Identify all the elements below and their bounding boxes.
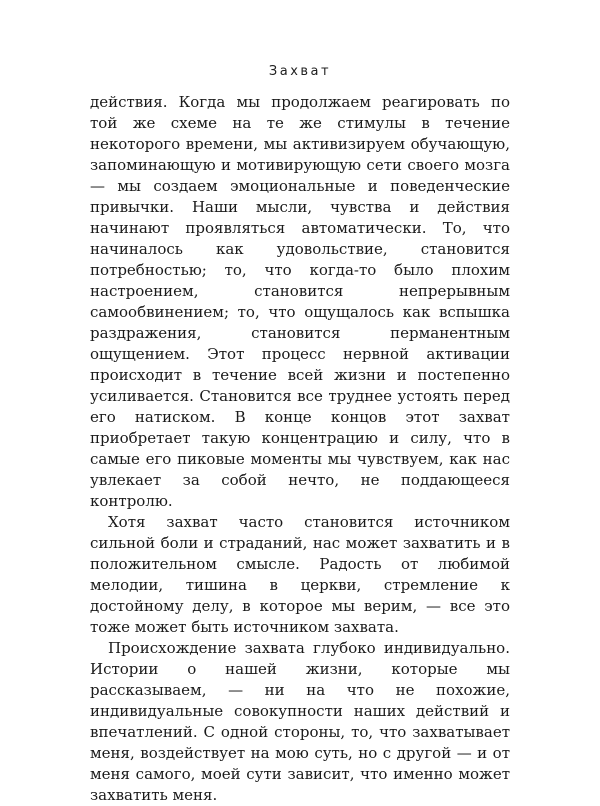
body-text <box>90 92 510 806</box>
paragraph: действия. Когда мы продолжаем реагировать по той же схеме на те же стимулы в течение некоторого времени, мы активизируем обучающую, запоминающую и мотивирующую сети своего мозга — мы создаем эмоциональные и поведенческие привычки. Наши мысли, чувства и действия начинают проявляться автоматически. То, что начиналось как удовольствие, становится потребностью; то, что когда-то было плохим настроением, становится непрерывным самообвинением; то, что ощущалось как вспышка раздражения, становится перманентным ощущением. Этот процесс нервной активации происходит в течение всей жизни и постепенно усиливается. Становится все труднее устоять перед его натиском. В конце концов этот захват приобретает такую концентрацию и силу, что в самые его пиковые моменты мы чувствуем, как нас увлекает за собой нечто, не поддающееся контролю. <box>90 93 510 510</box>
running-head: Захват <box>268 64 332 79</box>
paragraph: Происхождение захвата глубоко индивидуально. Истории о нашей жизни, которые мы рассказываем, — ни на что не похожие, индивидуальные совокупности наших действий и впечатлений. С одной стороны, то, что захватывает меня, воздействует на мою суть, но с другой — и от меня самого, моей сути зависит, что именно может захватить меня. <box>90 639 510 804</box>
paragraph: Хотя захват часто становится источником сильной боли и страданий, нас может захватить и в положительном смысле. Радость от любимой мелодии, тишина в церкви, стремление к достойному делу, в которое мы верим, — все это тоже может быть источником захвата. <box>90 513 510 636</box>
